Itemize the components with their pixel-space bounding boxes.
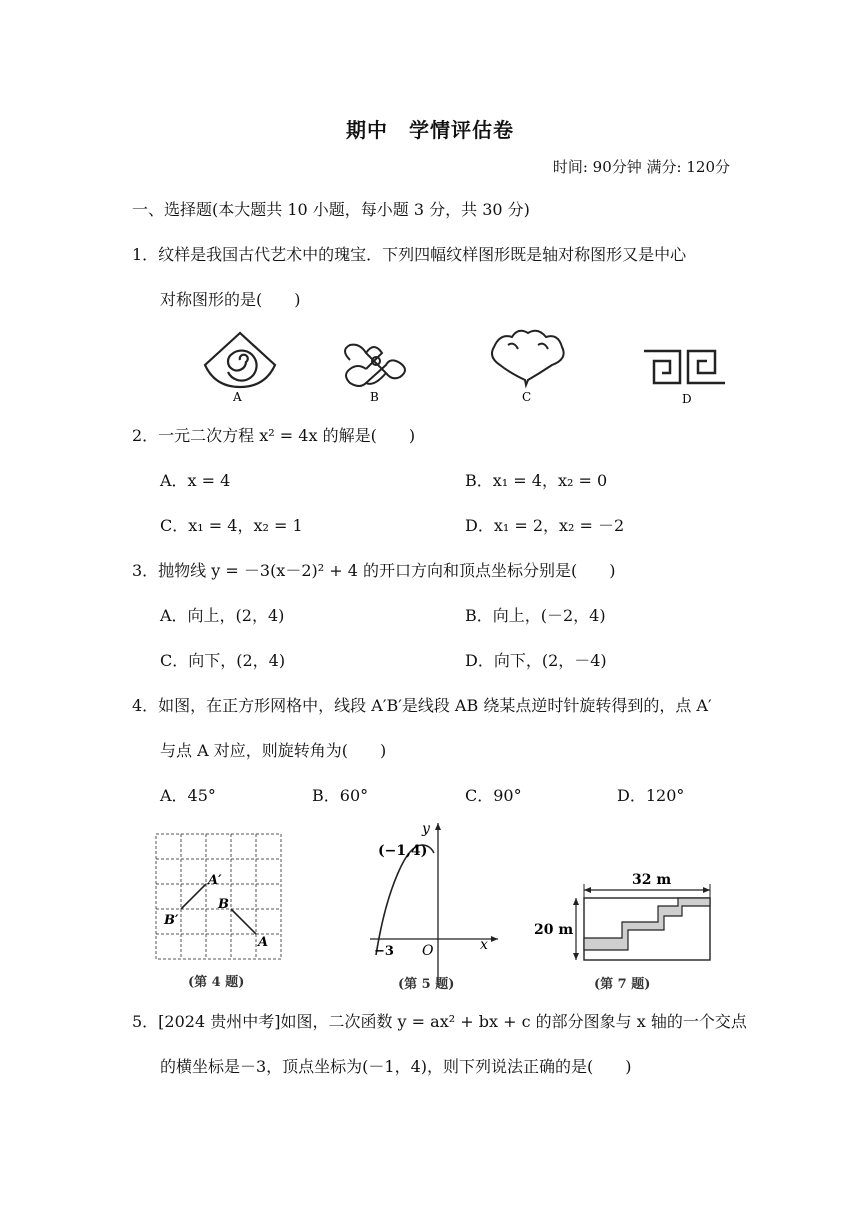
q4-option-b: B．60°: [312, 786, 369, 805]
origin-label: O: [422, 943, 434, 959]
segment-a1b1: [181, 884, 206, 909]
label-a: A: [258, 935, 269, 950]
pattern-a-figure: [195, 325, 295, 405]
fig7-rect: [530, 866, 720, 996]
fig4-caption: (第 4 题): [188, 975, 245, 990]
fig7-caption: (第 7 题): [594, 977, 651, 992]
q5-stem-line2: 的横坐标是－3，顶点坐标为(－1，4)，则下列说法正确的是( ): [160, 1057, 632, 1076]
pattern-a-label: A: [233, 390, 242, 404]
q2-option-c: C．x₁ = 4，x₂ = 1: [160, 516, 303, 535]
pattern-c-figure: [480, 325, 580, 405]
q5-stem-line1: 5．[2024 贵州中考]如图，二次函数 y = ax² + bx + c 的部分图象与 x 轴的一个交点: [132, 1012, 747, 1031]
label-b: B: [218, 897, 229, 912]
fig4-grid: [150, 828, 290, 993]
fig5-caption: (第 5 题): [398, 977, 455, 992]
q1-stem-line2: 对称图形的是( ): [160, 290, 301, 309]
q4-option-a: A．45°: [160, 786, 216, 805]
q4-option-d: D．120°: [617, 786, 685, 805]
q4-stem-line1: 4．如图，在正方形网格中，线段 A′B′是线段 AB 绕某点逆时针旋转得到的，点 A′: [132, 696, 712, 715]
label-a-prime: A′: [208, 873, 222, 888]
q3-option-c: C．向下，(2，4): [160, 651, 286, 670]
pattern-b-label: B: [370, 390, 379, 404]
page-title: 期中 学情评估卷: [346, 118, 514, 142]
q1-stem-line1: 1．纹样是我国古代艺术中的瑰宝．下列四幅纹样图形既是轴对称图形又是中心: [132, 245, 687, 264]
pattern-b-figure: [330, 325, 430, 405]
height-label: 20 m: [534, 922, 574, 938]
root-label: −3: [374, 944, 394, 959]
q2-option-a: A．x = 4: [160, 471, 231, 490]
q3-option-d: D．向下，(2，－4): [465, 651, 607, 670]
label-b-prime: B′: [164, 913, 179, 928]
q4-stem-line2: 与点 A 对应，则旋转角为( ): [160, 741, 387, 760]
pattern-d-label: D: [682, 392, 692, 405]
q2-option-d: D．x₁ = 2，x₂ = －2: [465, 516, 625, 535]
width-label: 32 m: [632, 872, 672, 888]
pattern-c-label: C: [522, 390, 532, 404]
pattern-d-figure: [640, 345, 735, 405]
q4-option-c: C．90°: [465, 786, 522, 805]
q2-stem: 2．一元二次方程 x² = 4x 的解是( ): [132, 426, 416, 445]
q2-option-b: B．x₁ = 4，x₂ = 0: [465, 471, 608, 490]
x-axis-label: x: [480, 937, 488, 953]
q3-option-a: A．向上，(2，4): [160, 606, 285, 625]
section-heading: 一、选择题(本大题共 10 小题，每小题 3 分，共 30 分): [132, 200, 530, 219]
y-axis-label: y: [422, 821, 430, 837]
fig5-parabola: [360, 815, 510, 995]
exam-meta: 时间: 90分钟 满分: 120分: [552, 158, 730, 176]
segment-ab: [231, 909, 256, 934]
q3-option-b: B．向上，(－2，4): [465, 606, 606, 625]
vertex-label: (−1,4): [378, 843, 428, 859]
q3-stem: 3．抛物线 y = －3(x－2)² + 4 的开口方向和顶点坐标分别是( ): [132, 561, 616, 580]
